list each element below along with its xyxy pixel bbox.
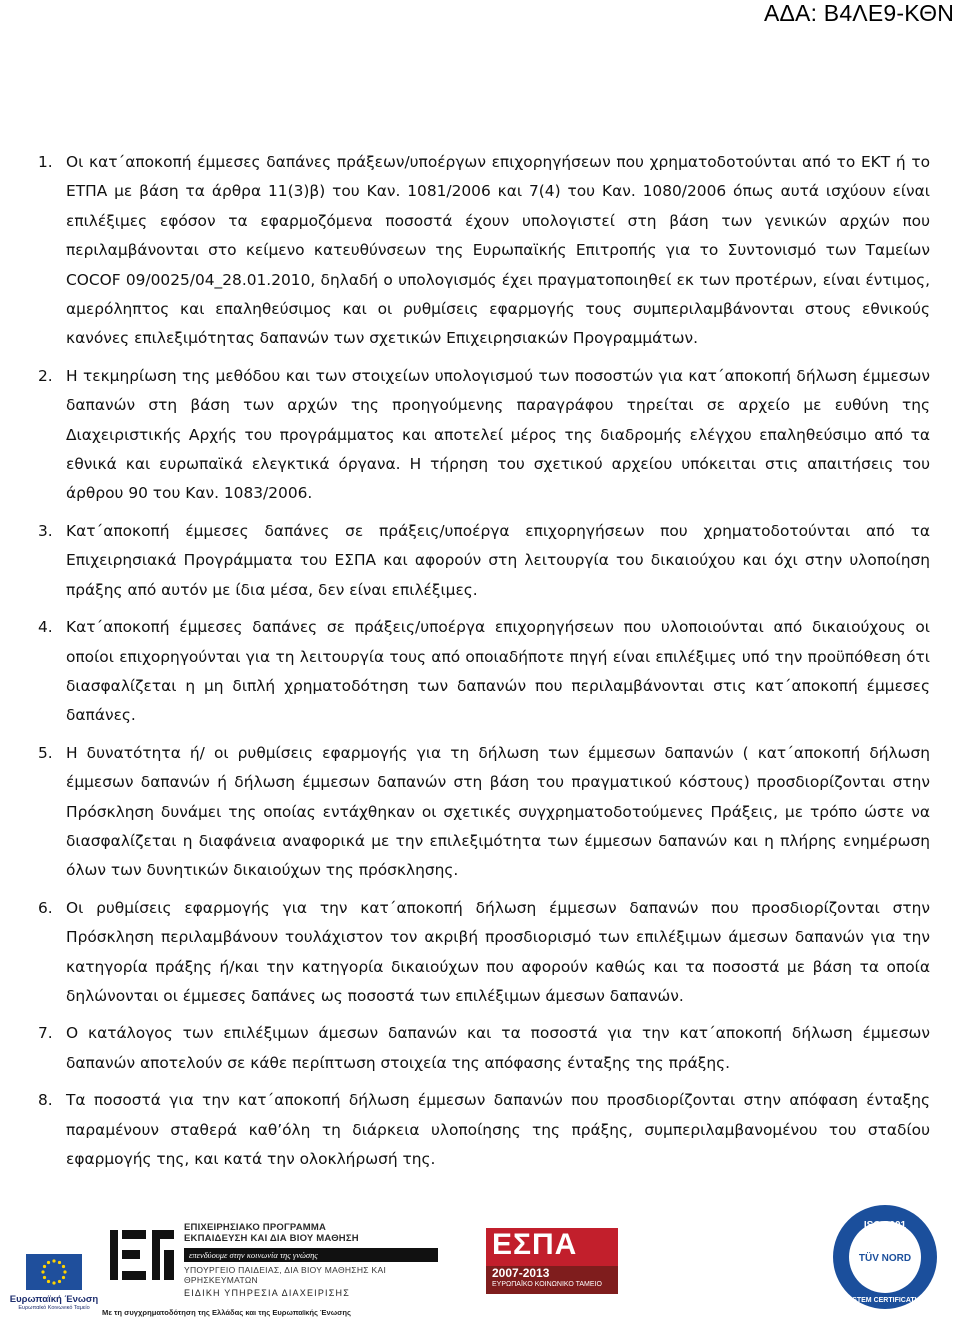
ada-code: ΑΔΑ: Β4ΛΕ9-ΚΘΝ (763, 0, 954, 26)
item-text: Η τεκμηρίωση της μεθόδου και των στοιχείων υπολογισμού των ποσοστών για κατ΄αποκοπή δήλωση έμμεσων δαπανών στη βάση των αρχών της προηγούμενης παραγράφου τηρείται σε αρχείο με ευθύνη της Διαχειριστικής Αρχής του προγράμματος και αποτελεί μέρος της διαδρομής ελέγχου επαληθεύσιμο από τα εθνικά και ευρωπαϊκά ελεγκτικά όργανα. Η τήρηση του σχετικού αρχείου υπόκειται στις απαιτήσεις του άρθρου 90 του Καν. 1083/2006. (66, 366, 930, 503)
tuv-certification-seal (830, 1202, 940, 1312)
item-text: Οι ρυθμίσεις εφαρμογής για την κατ΄αποκοπή δήλωση έμμεσων δαπανών που προσδιορίζονται στην Πρόσκληση περιλαμβάνουν τουλάχιστον τον ακριβή προσδιορισμό των επιλέξιμων άμεσων δαπανών για την κατηγορία πράξης ή/και την κατηγορία δικαιούχων που αφορούν καθώς και τα ποσοστά με βάση τα οποία δηλώνονται οι έμμεσες δαπάνες ως ποσοστά των επιλέξιμων άμεσων δαπανών. (66, 898, 930, 1005)
list-item (38, 1086, 930, 1174)
espa-fund: ΕΥΡΩΠΑΪΚΟ ΚΟΙΝΩΝΙΚΟ ΤΑΜΕΙΟ (492, 1281, 602, 1288)
item-number: 7. (38, 1024, 53, 1043)
item-number: 6. (38, 898, 53, 917)
list-item (38, 894, 930, 1012)
eu-label: Ευρωπαϊκή Ένωση (9, 1294, 99, 1305)
item-number: 3. (38, 521, 53, 540)
programme-slogan: επενδύουμε στην κοινωνία της γνώσης (184, 1248, 438, 1262)
espa-wordmark: ΕΣΠΑ (492, 1228, 578, 1261)
list-item (38, 517, 930, 605)
list-item (38, 1019, 930, 1078)
item-number: 8. (38, 1091, 53, 1110)
programme-name: ΕΚΠΑΙΔΕΥΣΗ ΚΑΙ ΔΙΑ ΒΙΟΥ ΜΑΘΗΣΗ (184, 1233, 359, 1244)
item-text: Οι κατ΄αποκοπή έμμεσες δαπάνες πράξεων/υποέργων επιχορηγήσεων που χρηματοδοτούνται από το ΕΚΤ ή το ΕΤΠΑ με βάση τα άρθρα 11(3)β) του Καν. 1081/2006 και 7(4) του Καν. 1080/2006 όπως αυτά ισχύουν είναι επιλέξιμες εφόσον τα εφαρμοζόμενα ποσοστά έχουν υπολογιστεί στη βάση των γενικών αρχών που περιλαμβάνονται στο κείμενο κατευθύνσεων της Ευρωπαϊκής Επιτροπής για το Συντονισμό των Ταμείων COCOF 09/0025/04_28.01.2010, δηλαδή ο υπολογισμός έχει πραγματοποιηθεί εκ των προτέρων, είναι έντιμος, αμερόληπτος και επαληθεύσιμος και οι ρυθμίσεις εφαρμογής τους συμπεριλαμβάνονται στους εθνικούς κανόνες επιλεξιμότητας δαπανών των σχετικών Επιχειρησιακών Προγραμμάτων. (66, 153, 930, 348)
eu-flag-icon (26, 1254, 82, 1290)
tuv-cert: SYSTEM CERTIFICATION (842, 1297, 928, 1304)
espa-logo (486, 1228, 618, 1294)
list-item (38, 362, 930, 509)
tuv-name: TÜV NORD (858, 1253, 912, 1264)
item-text: Η δυνατότητα ή/ οι ρυθμίσεις εφαρμογής για τη δήλωση των έμμεσων δαπανών ( κατ΄αποκοπή δήλωση έμμεσων δαπανών ή δήλωση έμμεσων δαπανών στη βάση του πραγματικού κόστους) προσδιορίζονται στην Πρόσκληση δυνάμει της οποίας εντάχθηκαν οι σχετικές συγχρηματοδοτούμενες Πράξεις, με τρόπο ώστε να διασφαλίζεται η διαφάνεια αναφορικά με την επιλεξιμότητα των έμμεσων δαπανών και η πλήρης ενημέρωση όλων των δυνητικών δικαιούχων της πρόσκλησης. (66, 743, 930, 880)
item-text: Κατ΄αποκοπή έμμεσες δαπάνες σε πράξεις/υποέργα επιχορηγήσεων που χρηματοδοτούνται από τα Επιχειρησιακά Προγράμματα του ΕΣΠΑ και αφορούν στη λειτουργία του δικαιούχου και όχι στην υλοποίηση πράξης από αυτόν με ίδια μέσα, δεν είναι επιλέξιμες. (66, 521, 930, 599)
list-item (38, 613, 930, 731)
item-number: 1. (38, 153, 53, 171)
managing-authority: ΕΙΔΙΚΗ ΥΠΗΡΕΣΙΑ ΔΙΑΧΕΙΡΙΣΗΣ (184, 1288, 350, 1298)
eu-sublabel: Ευρωπαϊκό Κοινωνικό Ταμείο (18, 1305, 90, 1311)
item-number: 5. (38, 743, 53, 762)
tuv-iso: ISO 9001 (863, 1220, 907, 1231)
item-number: 2. (38, 366, 53, 385)
item-number: 4. (38, 618, 53, 637)
ministry-name: ΥΠΟΥΡΓΕΙΟ ΠΑΙΔΕΙΑΣ, ΔΙΑ ΒΙΟΥ ΜΑΘΗΣΗΣ ΚΑΙ ΘΡΗΣΚΕΥΜΑΤΩΝ (184, 1265, 387, 1285)
programme-mark-icon (108, 1226, 178, 1284)
item-text: Κατ΄αποκοπή έμμεσες δαπάνες σε πράξεις/υποέργα επιχορηγήσεων που υλοποιούνται από δικαιούχους οι οποίοι επιχορηγούνται για τη λειτουργία τους από οποιαδήποτε πηγή είναι επιλέξιμες υπό την προϋπόθεση ότι διασφαλίζεται η μη διπλή χρηματοδότηση των δαπανών που περιλαμβάνονται στις κατ΄αποκοπή έμμεσες δαπάνες. (66, 618, 930, 725)
footer-logos (0, 1196, 960, 1336)
eu-logo (6, 1254, 102, 1311)
list-item (38, 739, 930, 886)
item-text: Ο κατάλογος των επιλέξιμων άμεσων δαπανών και τα ποσοστά για την κατ΄αποκοπή δήλωση έμμεσων δαπανών αποτελούν σε κάθε περίπτωση στοιχεία της απόφασης ένταξης της πράξης. (66, 1024, 930, 1072)
programme-title: ΕΠΙΧΕΙΡΗΣΙΑΚΟ ΠΡΟΓΡΑΜΜΑ (184, 1222, 327, 1233)
list-item (38, 148, 930, 354)
item-text: Τα ποσοστά για την κατ΄αποκοπή δήλωση έμμεσων δαπανών που προσδιορίζονται στην απόφαση ένταξης παραμένουν σταθερά καθ’όλη τη διάρκεια υλοποίησης της πράξης, συμπεριλαμβανομένου του σταδίου εφαρμογής της, και κατά την ολοκλήρωσή της. (66, 1091, 930, 1168)
cofunding-note: Με τη συγχρηματοδότηση της Ελλάδας και της Ευρωπαϊκής Ένωσης (102, 1308, 351, 1317)
document-body (38, 148, 930, 1182)
espa-years: 2007-2013 (492, 1266, 550, 1280)
operational-programme-logo (102, 1222, 438, 1317)
